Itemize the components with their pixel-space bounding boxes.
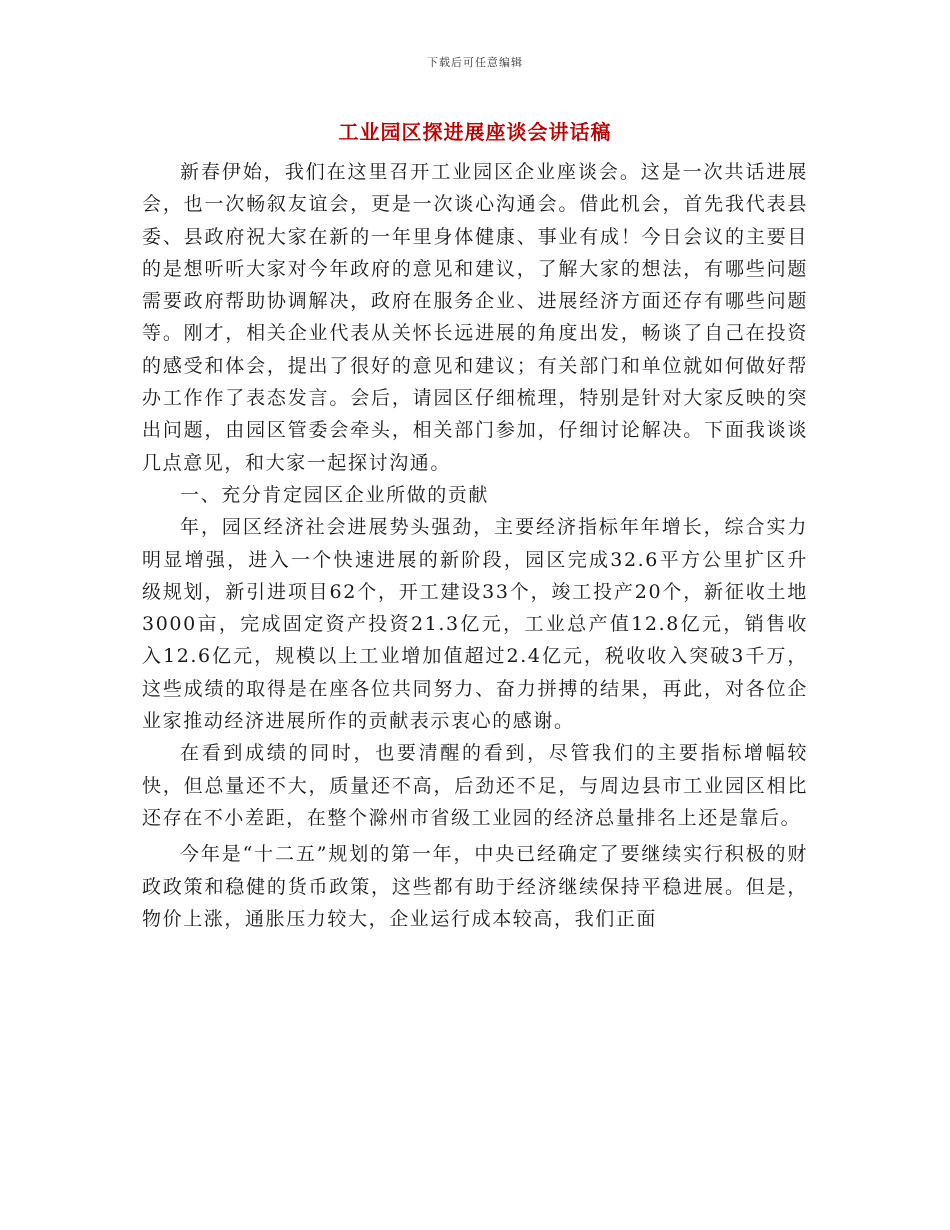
paragraph-gaps: 在看到成绩的同时，也要清醒的看到，尽管我们的主要指标增幅较快，但总量还不大，质量还不高，后劲还不足，与周边县市工业园区相比还存在不小差距，在整个滁州市省级工业园的经济总量排名上还是靠后。 [142, 742, 808, 829]
paragraph-outlook: 今年是“十二五”规划的第一年，中央已经确定了要继续实行积极的财政政策和稳健的货币政策，这些都有助于经济继续保持平稳进展。但是，物价上涨，通胀压力较大，企业运行成本较高，我们正面 [142, 843, 808, 930]
paragraph-achievements: 年，园区经济社会进展势头强劲，主要经济指标年年增长，综合实力明显增强，进入一个快速进展的新阶段，园区完成32.6平方公里扩区升级规划，新引进项目62个，开工建设33个，竣工投产20个，新征收土地3000亩，完成固定资产投资21.3亿元，工业总产值12.8亿元，销售收入12.6亿元，规模以上工业增加值超过2.4亿元，税收收入突破3千万，这些成绩的取得是在座各位共同努力、奋力拼搏的结果，再此，对各位企业家推动经济进展所作的贡献表示衷心的感谢。 [142, 516, 808, 733]
page-header-note: 下载后可任意编辑 [427, 56, 523, 69]
document-body [142, 156, 808, 935]
document-title: 工业园区探进展座谈会讲话稿 [338, 120, 612, 144]
paragraph-opening: 新春伊始，我们在这里召开工业园区企业座谈会。这是一次共话进展会，也一次畅叙友谊会，更是一次谈心沟通会。借此机会，首先我代表县委、县政府祝大家在新的一年里身体健康、事业有成！今日会议的主要目的是想听听大家对今年政府的意见和建议，了解大家的想法，有哪些问题需要政府帮助协调解决，政府在服务企业、进展经济方面还存有哪些问题等。刚才，相关企业代表从关怀长远进展的角度出发，畅谈了自己在投资的感受和体会，提出了很好的意见和建议；有关部门和单位就如何做好帮办工作作了表态发言。会后，请园区仔细梳理，特别是针对大家反映的突出问题，由园区管委会牵头，相关部门参加，仔细讨论解决。下面我谈谈几点意见，和大家一起探讨沟通。 [142, 161, 808, 474]
section-heading-1: 一、充分肯定园区企业所做的贡献 [180, 483, 490, 506]
